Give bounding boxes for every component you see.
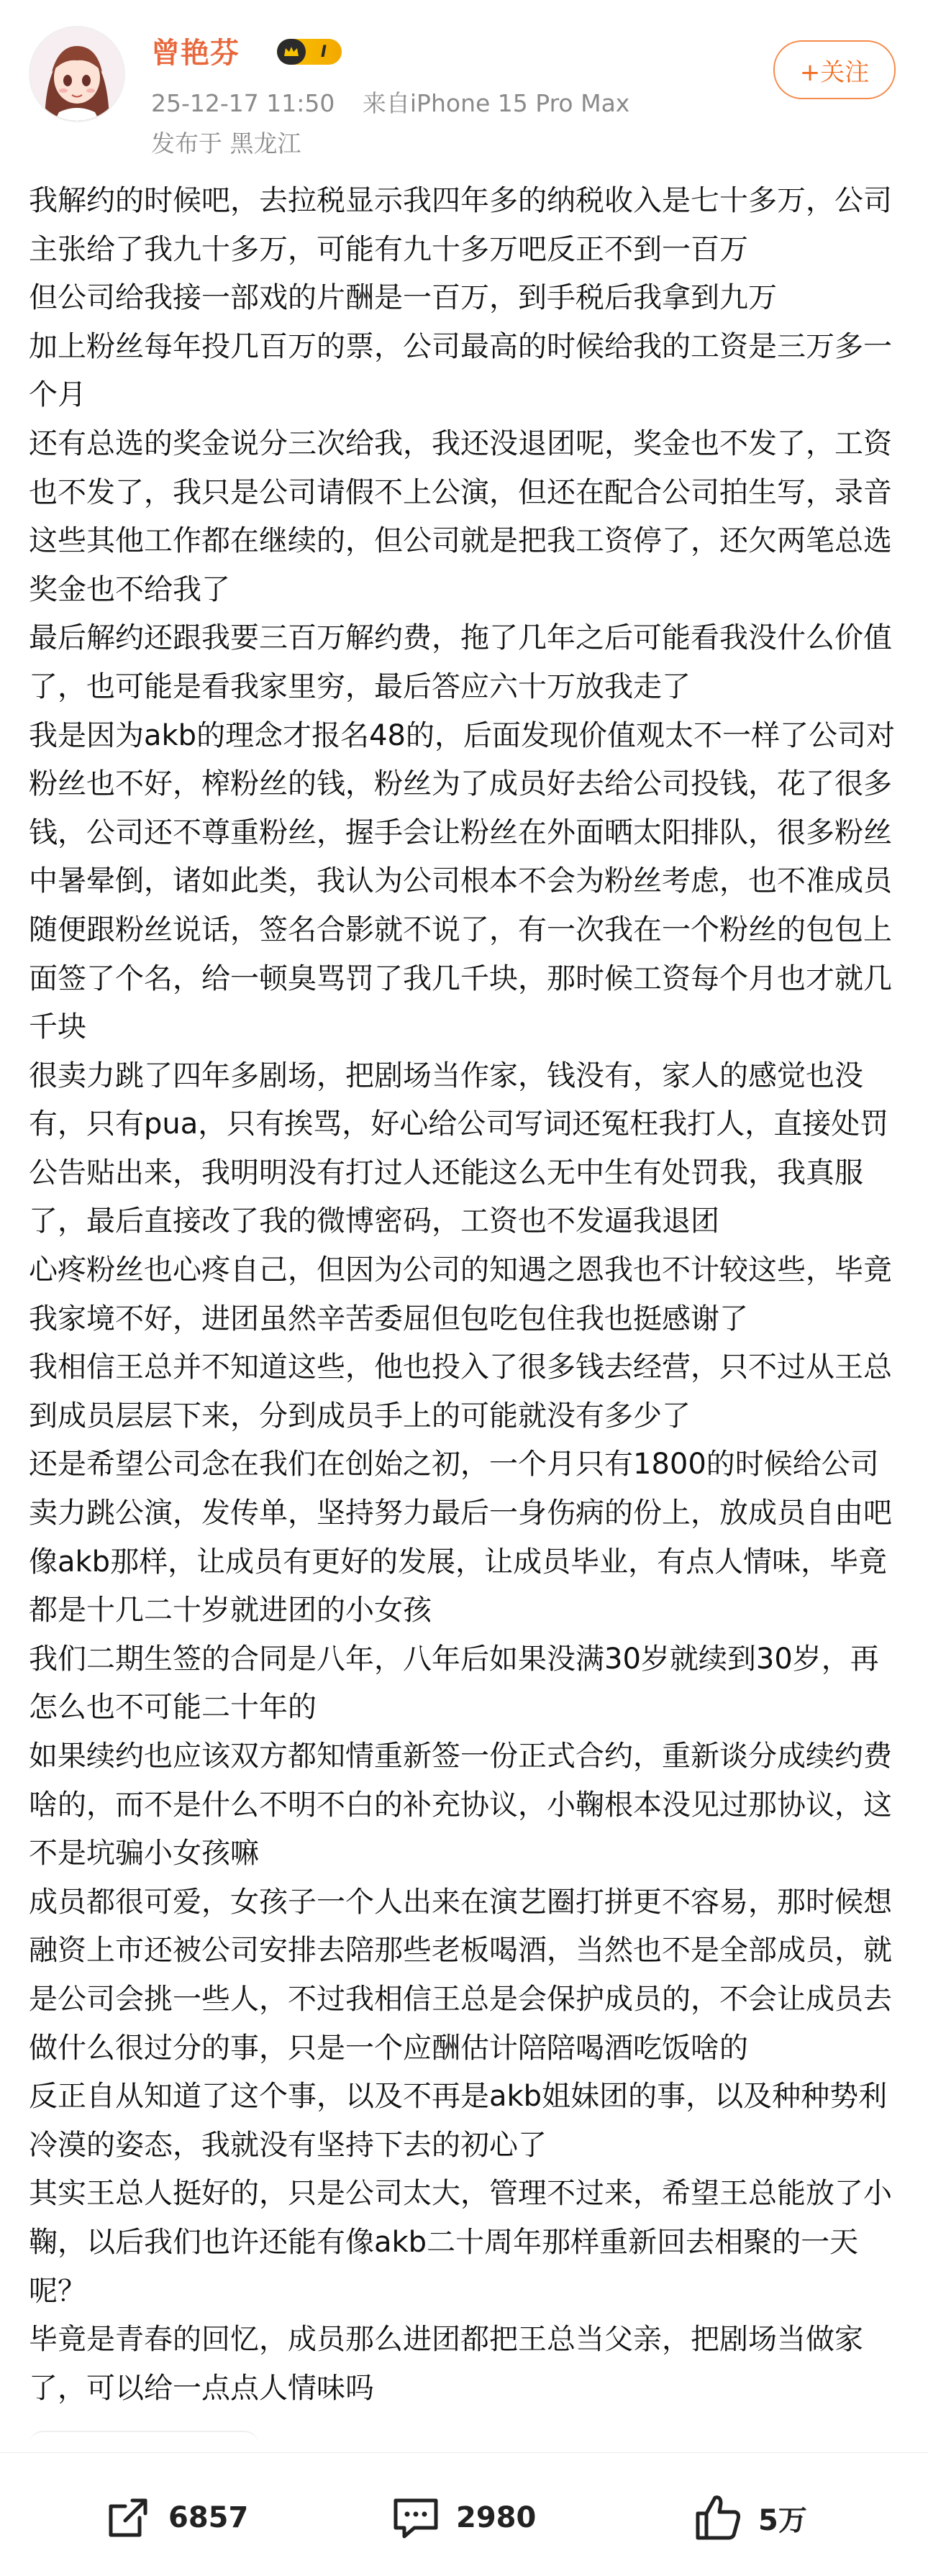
repost-count: 6857 — [168, 2501, 249, 2534]
username[interactable]: 曾艳芬 — [151, 37, 240, 70]
post-paragraph: 如果续约也应该双方都知情重新签一份正式合约，重新谈分成续约费啥的，而不是什么不明不白的补充协议，小鞠根本没见过那协议，这不是坑骗小女孩嘛 — [29, 1740, 892, 1871]
post-paragraph: 但公司给我接一部戏的片酬是一百万，到手税后我拿到九万 — [29, 281, 777, 315]
post-paragraph: 我们二期生签的合同是八年，八年后如果没满30岁就续到30岁，再怎么也不可能二十年的 — [29, 1642, 879, 1725]
post-paragraph: 还有总选的奖金说分三次给我，我还没退团呢，奖金也不发了，工资也不发了，我只是公司请假不上公演，但还在配合公司拍生写，录音这些其他工作都在继续的，但公司就是把我工资停了，还欠两笔总选奖金也不给我了 — [29, 426, 892, 606]
post-paragraph: 其实王总人挺好的，只是公司太大，管理不过来，希望王总能放了小鞠，以后我们也许还能有像akb二十周年那样重新回去相聚的一天呢？ — [29, 2177, 892, 2308]
comment-icon — [388, 2490, 443, 2545]
post-paragraph: 毕竟是青春的回忆，成员那么进团都把王总当父亲，把剧场当做家了，可以给一点点人情味吗 — [29, 2323, 863, 2405]
post-paragraph: 很卖力跳了四年多剧场，把剧场当作家，钱没有，家人的感觉也没有，只有pua，只有挨骂，好心给公司写词还冤枉我打人，直接处罚公告贴出来，我明明没有打过人还能这么无中生有处罚我，我真服了，最后直接改了我的微博密码，工资也不发逼我退团 — [29, 1059, 889, 1238]
crown-icon — [277, 39, 306, 65]
post-paragraph: 成员都很可爱，女孩子一个人出来在演艺圈打拼更不容易，那时候想融资上市还被公司安排去陪那些老板喝酒，当然也不是全部成员，就是公司会挑一些人，不过我相信王总是会保护成员的，不会让成员去做什么很过分的事，只是一个应酬估计陪陪喝酒吃饭啥的 — [29, 1885, 892, 2065]
action-bar — [0, 2452, 928, 2576]
post-paragraph: 我解约的时候吧，去拉税显示我四年多的纳税收入是七十多万，公司主张给了我九十多万，可能有九十多万吧反正不到一百万 — [29, 184, 892, 266]
post-timestamp: 25-12-17 11:50 — [151, 89, 335, 117]
avatar-illustration — [30, 27, 124, 121]
post-paragraph: 像akb那样，让成员有更好的发展，让成员毕业，有点人情味，毕竟都是十几二十岁就进团的小女孩 — [29, 1545, 888, 1627]
post-location: 发布于 黑龙江 — [151, 129, 301, 157]
thumbs-up-icon — [691, 2490, 745, 2545]
post-source: 来自iPhone 15 Pro Max — [362, 89, 630, 117]
post-paragraph: 我是因为akb的理念才报名48的，后面发现价值观太不一样了公司对粉丝也不好，榨粉丝的钱，粉丝为了成员好去给公司投钱，花了很多钱，公司还不尊重粉丝，握手会让粉丝在外面晒太阳排队，很多粉丝中暑晕倒，诸如此类，我认为公司根本不会为粉丝考虑，也不准成员随便跟粉丝说话，签名合影就不说了，有一次我在一个粉丝的包包上面签了个名，给一顿臭骂罚了我几千块，那时候工资每个月也才就几千块 — [29, 718, 895, 1044]
vip-badge[interactable] — [277, 39, 342, 65]
post-paragraph: 心疼粉丝也心疼自己，但因为公司的知遇之恩我也不计较这些，毕竟我家境不好，进团虽然辛苦委屈但包吃包住我也挺感谢了 — [29, 1253, 892, 1335]
comment-button[interactable] — [388, 2489, 536, 2547]
post-header — [0, 0, 928, 173]
avatar[interactable] — [29, 26, 125, 122]
vip-level-label: I — [320, 42, 327, 61]
post-paragraph: 最后解约还跟我要三百万解约费，拖了几年之后可能看我没什么价值了，也可能是看我家里穷，最后答应六十万放我走了 — [29, 621, 892, 703]
post-meta — [151, 85, 650, 119]
comment-count: 2980 — [456, 2501, 537, 2534]
follow-button[interactable]: +关注 — [773, 40, 896, 99]
post-paragraph: 我相信王总并不知道这些，他也投入了很多钱去经营，只不过从王总到成员层层下来，分到成员手上的可能就没有多少了 — [29, 1351, 892, 1433]
like-count: 5万 — [758, 2503, 807, 2537]
share-icon — [101, 2490, 155, 2545]
repost-button[interactable] — [101, 2489, 248, 2547]
post-paragraph: 还是希望公司念在我们在创始之初，一个月只有1800的时候给公司卖力跳公演，发传单，坚持努力最后一身伤病的份上，放成员自由吧 — [29, 1448, 892, 1530]
post-paragraph: 加上粉丝每年投几百万的票，公司最高的时候给我的工资是三万多一个月 — [29, 329, 892, 412]
post-paragraph: 反正自从知道了这个事，以及不再是akb姐妹团的事，以及种种势利冷漠的姿态，我就没有坚持下去的初心了 — [29, 2080, 888, 2162]
like-button[interactable] — [691, 2489, 807, 2547]
post-content — [29, 177, 903, 2413]
